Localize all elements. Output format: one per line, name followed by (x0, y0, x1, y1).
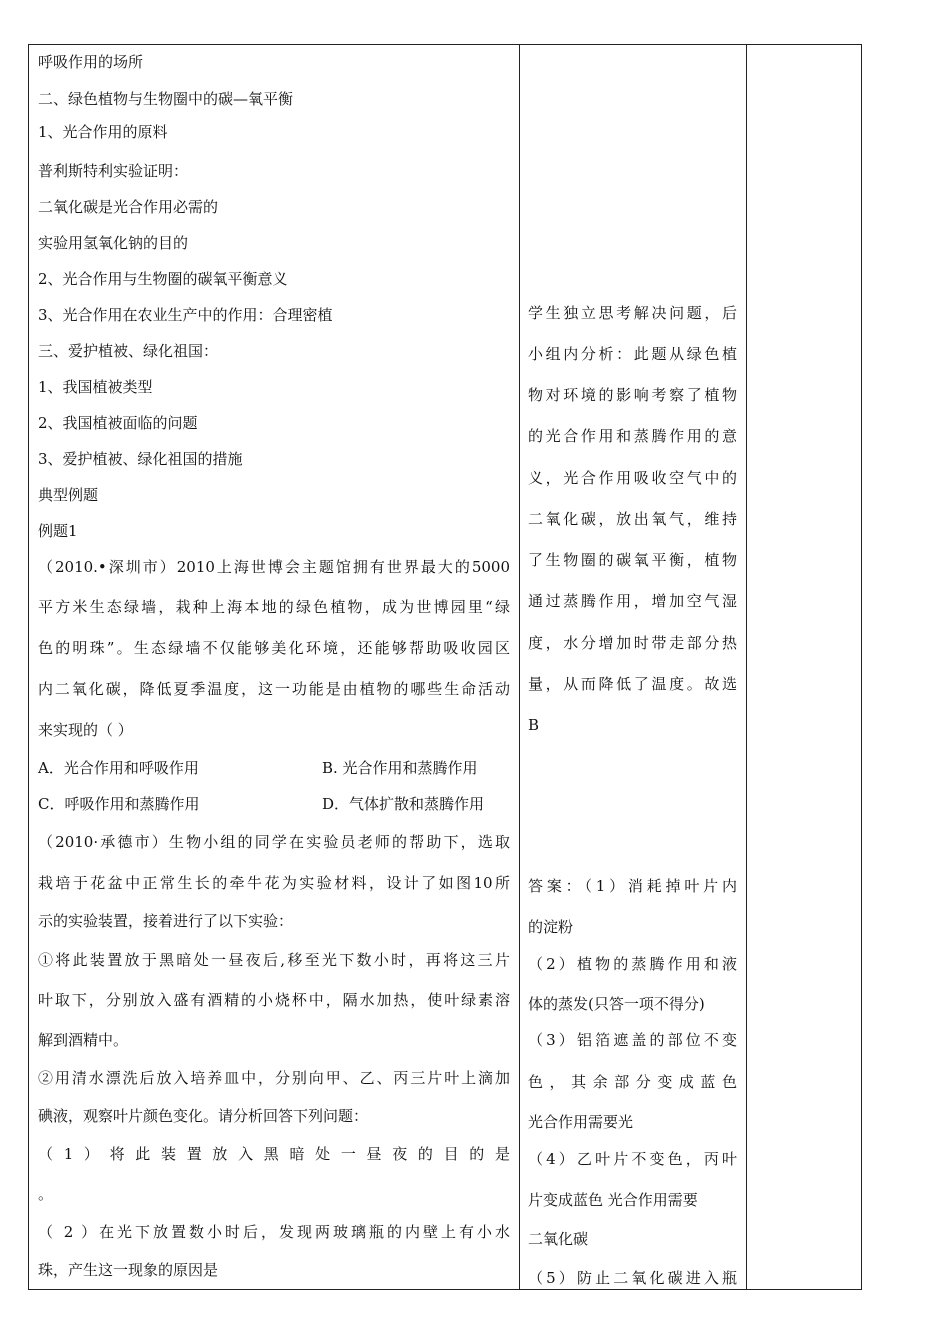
text-line: 实验用氢氧化钠的目的 (38, 234, 189, 252)
answer-text: 色，其余部分变成蓝色 (528, 1073, 737, 1091)
answer-text: （2）植物的蒸腾作用和液 (528, 955, 737, 973)
answer-text: （5）防止二氧化碳进入瓶 (528, 1269, 737, 1287)
option-c: C．呼吸作用和蒸腾作用 (38, 795, 200, 813)
question-text: 。 (38, 1185, 54, 1203)
lesson-table (28, 44, 862, 1290)
question-text: ①将此装置放于黑暗处一昼夜后,移至光下数小时，再将这三片 (38, 951, 510, 969)
question-text: 栽培于花盆中正常生长的牵牛花为实验材料，设计了如图10所 (38, 874, 510, 892)
analysis-text: 量，从而降低了温度。故选 (528, 675, 737, 693)
question-text: 碘液，观察叶片颜色变化。请分析回答下列问题： (38, 1107, 369, 1125)
text-line: 二氧化碳是光合作用必需的 (38, 198, 219, 216)
notes-column (747, 45, 861, 1289)
option-b: B. 光合作用和蒸腾作用 (322, 759, 478, 777)
text-line: 1、我国植被类型 (38, 378, 153, 396)
question-text: 示的实验装置，接着进行了以下实验： (38, 912, 294, 930)
option-d: D．气体扩散和蒸腾作用 (322, 795, 485, 813)
question-text: （1）将此装置放入黑暗处一昼夜的目的是 (38, 1145, 510, 1163)
example-label: 例题1 (38, 522, 78, 540)
question-text: （ 2 ）在光下放置数小时后，发现两玻璃瓶的内壁上有小水 (38, 1223, 510, 1241)
question-text: 珠，产生这一现象的原因是 (38, 1261, 219, 1279)
question-text: ②用清水漂洗后放入培养皿中，分别向甲、乙、丙三片叶上滴加 (38, 1069, 510, 1087)
question-text: 解到酒精中。 (38, 1031, 129, 1049)
text-line: 1、光合作用的原料 (38, 123, 168, 141)
question-text: 色的明珠”。生态绿墙不仅能够美化环境，还能够帮助吸收园区 (38, 639, 510, 657)
question-text: 来实现的（ ） (38, 721, 133, 739)
option-a: A．光合作用和呼吸作用 (38, 759, 199, 777)
analysis-text: 小组内分析：此题从绿色植 (528, 345, 737, 363)
text-line: 3、光合作用在农业生产中的作用：合理密植 (38, 306, 333, 324)
question-text: 内二氧化碳，降低夏季温度，这一功能是由植物的哪些生命活动 (38, 680, 510, 698)
answer-text: 答案：（1）消耗掉叶片内 (528, 877, 737, 895)
answer-text: 片变成蓝色 光合作用需要 (528, 1191, 698, 1209)
analysis-text: 通过蒸腾作用，增加空气湿 (528, 592, 737, 610)
answer-text: （3）铝箔遮盖的部位不变 (528, 1031, 737, 1049)
analysis-text: 学生独立思考解决问题，后 (528, 304, 737, 322)
analysis-text: 的光合作用和蒸腾作用的意 (528, 427, 737, 445)
section-heading: 典型例题 (38, 486, 99, 504)
text-line: 2、我国植被面临的问题 (38, 414, 198, 432)
answer-text: 的淀粉 (528, 918, 574, 936)
answer-text: 二氧化碳 (528, 1230, 589, 1248)
question-text: 叶取下，分别放入盛有酒精的小烧杯中，隔水加热，使叶绿素溶 (38, 991, 510, 1009)
question-text: （2010.•深圳市）2010上海世博会主题馆拥有世界最大的5000 (38, 558, 510, 576)
question-text: （2010·承德市）生物小组的同学在实验员老师的帮助下，选取 (38, 833, 510, 851)
analysis-text: 二氧化碳，放出氧气，维持 (528, 510, 737, 528)
text-line: 呼吸作用的场所 (38, 53, 144, 71)
analysis-text: 物对环境的影响考察了植物 (528, 386, 737, 404)
section-heading: 三、爱护植被、绿化祖国： (38, 342, 219, 360)
answer-text: 体的蒸发(只答一项不得分) (528, 995, 705, 1013)
question-text: 平方米生态绿墙，栽种上海本地的绿色植物，成为世博园里“绿 (38, 598, 510, 616)
answer-text: （4）乙叶片不变色，丙叶 (528, 1150, 737, 1168)
analysis-text: 了生物圈的碳氧平衡，植物 (528, 551, 737, 569)
column-divider-1 (519, 45, 520, 1289)
section-heading: 二、绿色植物与生物圈中的碳—氧平衡 (38, 90, 294, 108)
text-line: 2、光合作用与生物圈的碳氧平衡意义 (38, 270, 288, 288)
analysis-text: B (528, 716, 540, 734)
text-line: 普利斯特利实验证明： (38, 162, 189, 180)
answer-text: 光合作用需要光 (528, 1113, 634, 1131)
text-line: 3、爱护植被、绿化祖国的措施 (38, 450, 243, 468)
analysis-text: 度，水分增加时带走部分热 (528, 634, 737, 652)
analysis-text: 义，光合作用吸收空气中的 (528, 469, 737, 487)
